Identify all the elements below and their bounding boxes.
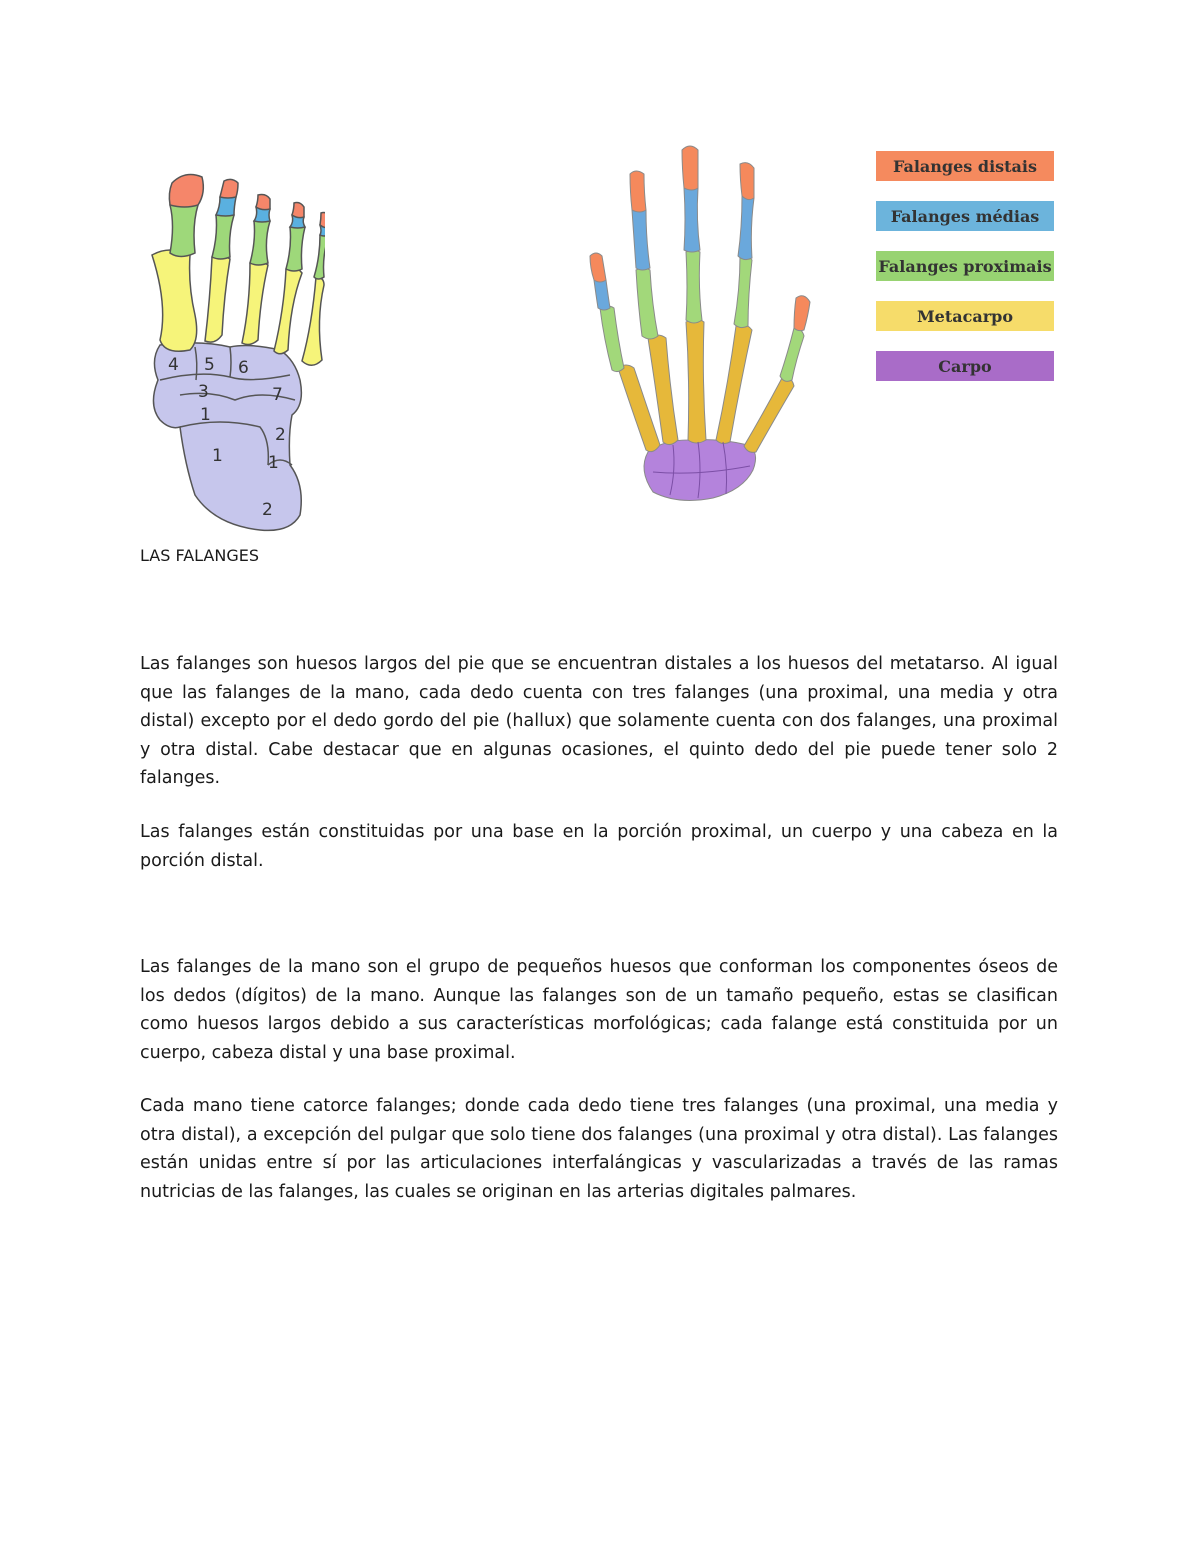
foot-bone-label: 6 (238, 358, 249, 378)
foot-bone-label: 2 (262, 500, 273, 520)
legend-label: Metacarpo (916, 306, 1014, 326)
foot-proximal-5 (314, 235, 325, 280)
hand-bones-diagram (578, 140, 838, 510)
foot-bone-label: 3 (198, 382, 209, 402)
hand-bones-svg (578, 140, 838, 510)
foot-proximal-4 (286, 225, 305, 271)
foot-bone-label: 1 (212, 446, 223, 466)
hand-distal-1 (590, 253, 606, 282)
hand-proximal-4 (734, 256, 752, 328)
bones-legend (876, 151, 1054, 401)
legend-item-metacarpal (876, 301, 1054, 331)
foot-distal-1 (169, 175, 203, 207)
paragraph: Las falanges de la mano son el grupo de pequeños huesos que conforman los componentes óseos de los dedos (dígitos) de la mano. Aunque las falanges son de un tamaño pequeño, estas se clasifican como huesos largos debido a sus características morfológicas; cada falange está constituida por un cuerpo, cabeza distal y una base proximal. (140, 957, 1058, 1063)
legend-item-carpal (876, 351, 1054, 381)
hand-distal-4 (740, 163, 754, 200)
hand-distal-3 (682, 146, 698, 190)
foot-distal-5 (320, 213, 325, 228)
hand-proximal-3 (686, 250, 702, 323)
foot-bone-label: 1 (200, 405, 211, 425)
foot-metatarsal-3 (242, 261, 268, 344)
hand-middle-2 (632, 208, 650, 270)
paragraph: Las falanges son huesos largos del pie que se encuentran distales a los huesos del metatarso. Al igual que las falanges de la mano, cada dedo cuenta con tres falanges (una proximal, una media y otra distal) excepto por el dedo gordo del pie (hallux) que solamente cuenta con dos falanges, una proximal y otra distal. Cabe destacar que en algunas ocasiones, el quinto dedo del pie puede tener solo 2 falanges. (140, 654, 1058, 788)
foot-distal-2 (220, 179, 238, 198)
foot-distal-4 (292, 203, 304, 218)
foot-metatarsal-2 (205, 255, 230, 342)
hand-metacarpal-5 (744, 378, 794, 453)
hand-middle-4 (738, 195, 754, 259)
foot-distal-3 (256, 195, 270, 210)
foot-metatarsal-5 (302, 277, 324, 365)
hand-proximal-5 (780, 328, 804, 381)
hand-middle-1 (594, 278, 610, 310)
foot-bone-label: 5 (204, 355, 215, 375)
hand-proximal-1 (600, 306, 624, 372)
foot-proximal-3 (250, 219, 270, 265)
hand-distal-2 (630, 171, 646, 212)
foot-metatarsal-4 (274, 268, 302, 354)
foot-metatarsal-1 (152, 250, 197, 351)
foot-bone-label: 7 (272, 385, 283, 405)
legend-label: Carpo (938, 356, 992, 376)
legend-label: Falanges distais (893, 156, 1037, 176)
hand-middle-3 (684, 186, 700, 252)
foot-bones-diagram (140, 165, 325, 540)
paragraph: Cada mano tiene catorce falanges; donde cada dedo tiene tres falanges (una proximal, una media y otra distal), a excepción del pulgar que solo tiene dos falanges (una proximal y otra distal). Las falanges están unidas entre sí por las articulaciones interfalángicas y vascularizadas a través de las ramas nutricias de las falanges, las cuales se originan en las arterias digitales palmares. (140, 1096, 1058, 1202)
section-heading: LAS FALANGES (140, 546, 260, 565)
hand-proximal-2 (636, 268, 658, 339)
legend-label: Falanges proximais (878, 256, 1052, 276)
foot-bone-label: 4 (168, 355, 179, 375)
legend-label: Falanges médias (890, 206, 1040, 226)
legend-item-proximal (876, 251, 1054, 281)
legend-item-distal (876, 151, 1054, 181)
hand-distal-5 (794, 296, 810, 331)
hand-metacarpal-3 (686, 319, 706, 443)
foot-bone-label: 1 (268, 453, 279, 473)
hand-metacarpal-4 (716, 325, 752, 444)
foot-bone-label: 2 (275, 425, 286, 445)
foot-bones-svg (140, 165, 325, 540)
foot-proximal-1 (170, 201, 198, 257)
paragraph: Las falanges están constituidas por una base en la porción proximal, un cuerpo y una cabeza en la porción distal. (140, 822, 1058, 871)
foot-proximal-2 (212, 213, 234, 259)
legend-item-middle (876, 201, 1054, 231)
